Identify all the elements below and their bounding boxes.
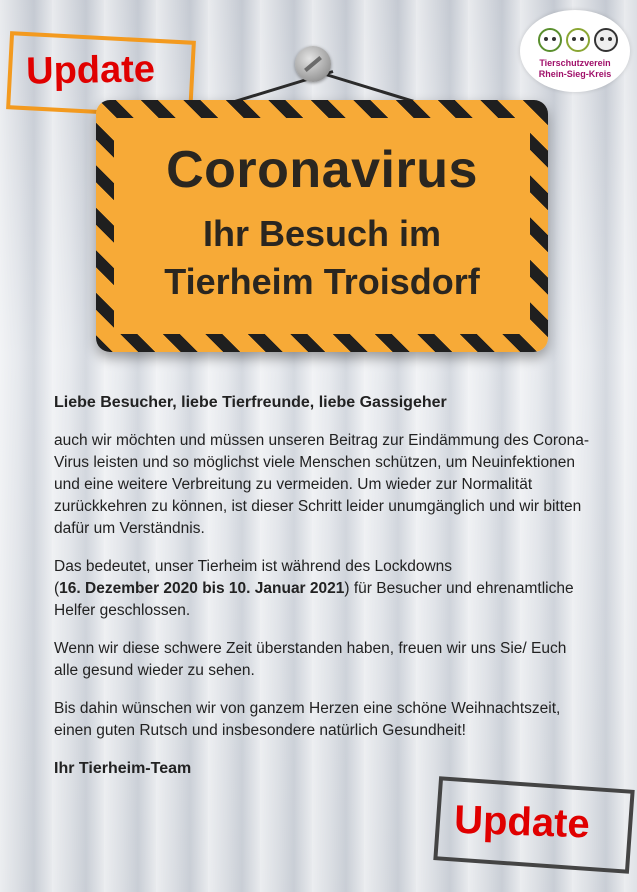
panda-face-icon: [594, 28, 618, 52]
letter-paragraph-1: auch wir möchten und müssen unseren Beitrag zur Eindämmung des Corona-Virus leisten und so möglichst viele Menschen schützen, um Neuinfektionen und eine weitere Verbreitung zu vermeiden. Um wieder zur Normalität zurückkehren zu können, ist dieser Schritt leider unumgänglich und wir bitten dafür um Verständnis.: [54, 432, 590, 537]
nail-icon: [295, 46, 331, 82]
letter-paragraph-4: Bis dahin wünschen wir von ganzem Herzen eine schöne Weihnachtszeit, einen guten Rutsch und insbesondere natürlich Gesundheit!: [54, 700, 561, 739]
sign-subtitle: [114, 210, 530, 306]
paragraph-2-intro: Das bedeutet, unser Tierheim ist während des Lockdowns: [54, 558, 453, 575]
sign-subtitle-line-2: Tierheim Troisdorf: [164, 261, 480, 302]
update-stamp-label: Update: [453, 797, 591, 847]
paragraph-2-open-paren: (: [54, 580, 60, 597]
update-stamp-bottom: [433, 776, 634, 873]
letter-paragraph-2: [54, 556, 594, 622]
letter-signoff: Ihr Tierheim-Team: [54, 760, 192, 777]
warning-sign: [96, 100, 548, 352]
logo-text: [520, 58, 630, 80]
warning-sign-panel: [114, 118, 530, 334]
letter-paragraph-3: Wenn wir diese schwere Zeit überstanden haben, freuen wir uns Sie/ Euch alle gesund wieder zu sehen.: [54, 640, 567, 679]
animal-faces-icon: [538, 28, 618, 52]
update-stamp-label: Update: [25, 48, 156, 93]
dog-face-icon: [538, 28, 562, 52]
sign-title: Coronavirus: [166, 141, 478, 199]
letter-body: [54, 392, 594, 796]
logo-line-1: Tierschutzverein: [539, 58, 611, 68]
lockdown-dates: 16. Dezember 2020 bis 10. Januar 2021: [59, 580, 345, 597]
letter-greeting: Liebe Besucher, liebe Tierfreunde, liebe Gassigeher: [54, 394, 447, 411]
logo-line-2: Rhein-Sieg-Kreis: [538, 69, 612, 79]
sign-subtitle-line-1: Ihr Besuch im: [202, 213, 442, 254]
paragraph-2-rest: ) für Besucher und ehrenamtliche Helfer geschlossen.: [54, 580, 574, 619]
tierschutzverein-logo: [520, 10, 630, 92]
cat-face-icon: [566, 28, 590, 52]
